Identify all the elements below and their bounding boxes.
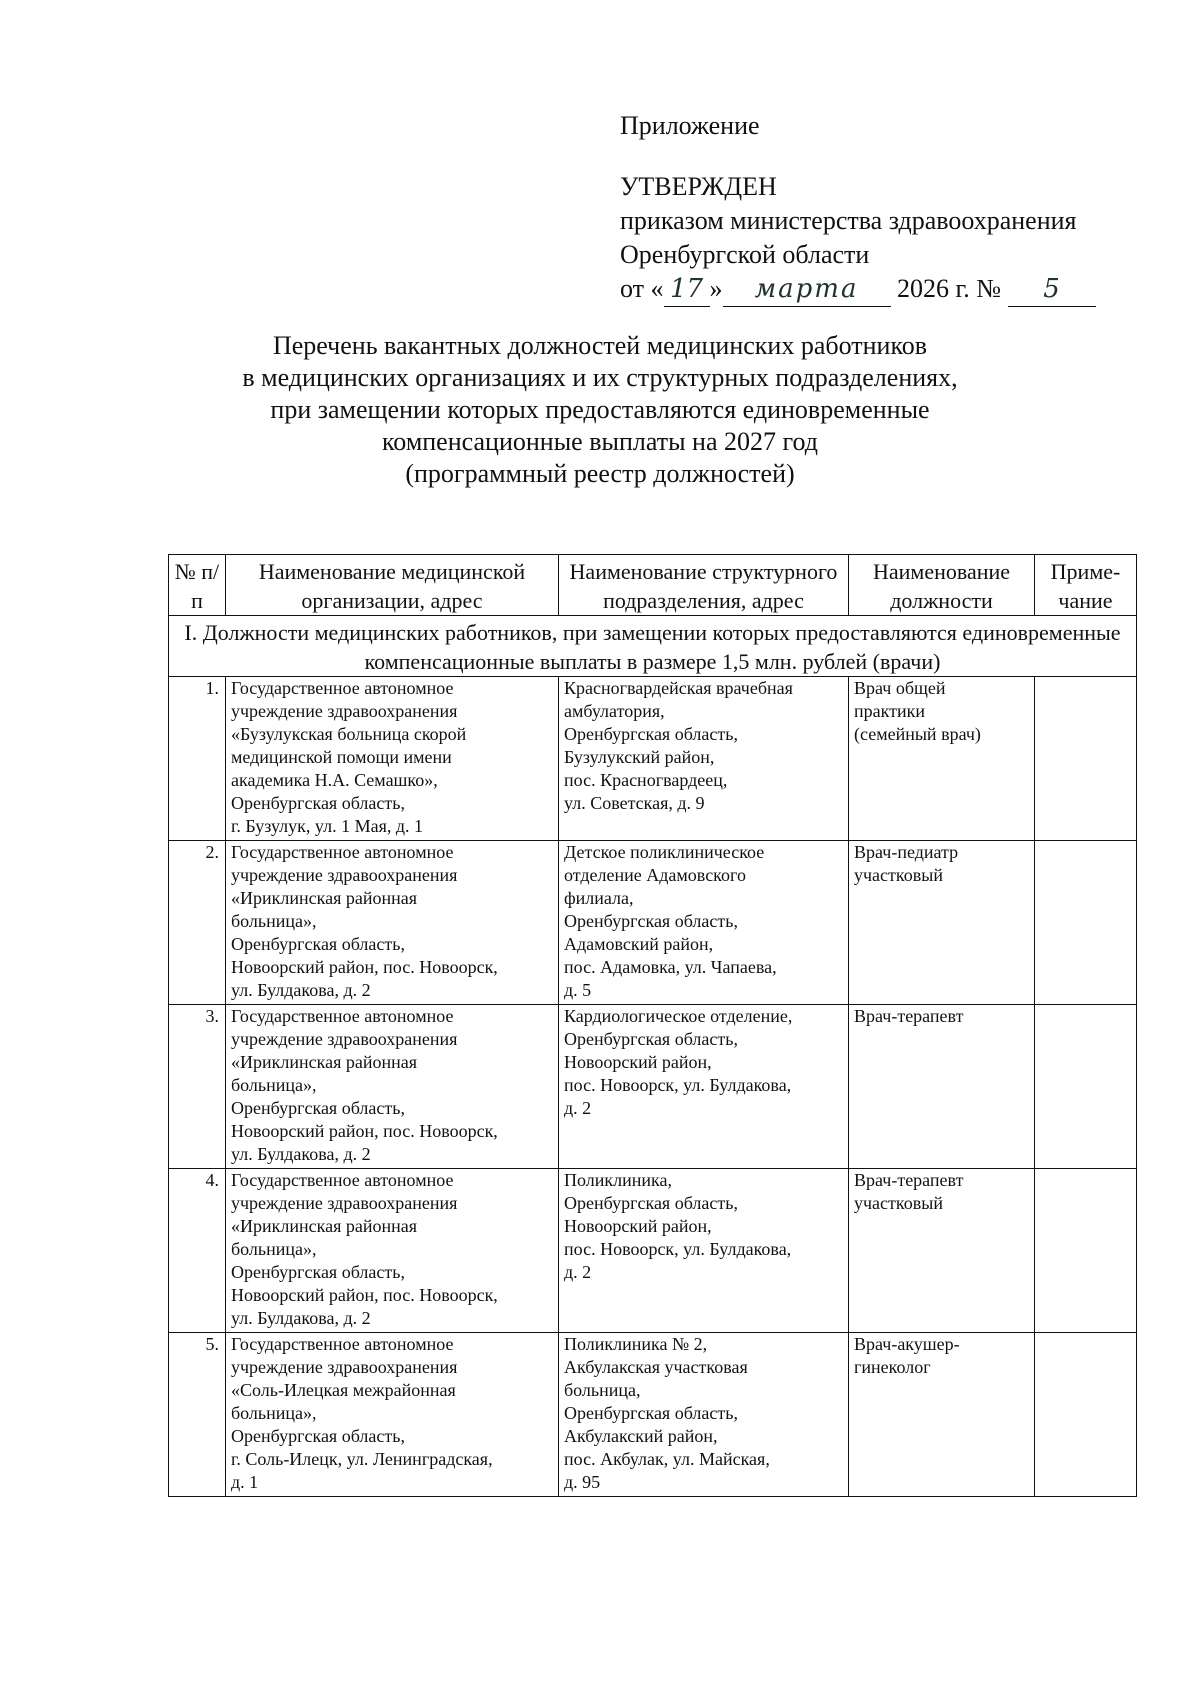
title-line: компенсационные выплаты на 2027 год xyxy=(382,427,818,456)
table-row xyxy=(169,677,1137,841)
row-subdivision-line: пос. Акбулак, ул. Майская, xyxy=(564,1449,770,1469)
row-subdivision-line: Новоорский район, xyxy=(564,1216,712,1236)
date-year: 2026 г. № xyxy=(897,274,1002,303)
approved-label: УТВЕРЖДЕН xyxy=(620,172,777,201)
row-organization-line: Государственное автономное xyxy=(231,678,454,698)
row-number: 4. xyxy=(169,1169,226,1333)
row-position-line: Врач-терапевт xyxy=(854,1006,964,1026)
row-organization-line: учреждение здравоохранения xyxy=(231,1029,458,1049)
row-organization-line: больница», xyxy=(231,1239,317,1259)
row-organization-line: Государственное автономное xyxy=(231,842,454,862)
row-number: 2. xyxy=(169,841,226,1005)
row-subdivision-line: д. 2 xyxy=(564,1262,592,1282)
row-organization-line: Новоорский район, пос. Новоорск, xyxy=(231,957,498,977)
order-line-1: приказом министерства здравоохранения xyxy=(620,206,1077,235)
row-organization-line: больница», xyxy=(231,1075,317,1095)
row-organization-line: Новоорский район, пос. Новоорск, xyxy=(231,1285,498,1305)
row-subdivision-line: Оренбургская область, xyxy=(564,1403,738,1423)
row-subdivision-line: Оренбургская область, xyxy=(564,1029,738,1049)
row-organization xyxy=(226,1169,559,1333)
row-organization-line: «Бузулукская больница скорой xyxy=(231,724,467,744)
row-organization-line: ул. Булдакова, д. 2 xyxy=(231,980,371,1000)
row-position-line: Врач общей xyxy=(854,678,946,698)
row-subdivision xyxy=(559,1169,849,1333)
row-number: 5. xyxy=(169,1333,226,1497)
date-quote-close: » xyxy=(709,274,723,303)
row-organization-line: «Ириклинская районная xyxy=(231,1052,418,1072)
row-subdivision-line: Оренбургская область, xyxy=(564,911,738,931)
row-subdivision-line: пос. Красногвардеец, xyxy=(564,770,728,790)
row-subdivision-line: Поликлиника № 2, xyxy=(564,1334,708,1354)
table-row xyxy=(169,1333,1137,1497)
row-organization-line: больница», xyxy=(231,1403,317,1423)
row-subdivision-line: Адамовский район, xyxy=(564,934,714,954)
positions-table xyxy=(168,554,1137,1497)
row-subdivision-line: Поликлиника, xyxy=(564,1170,672,1190)
row-organization-line: учреждение здравоохранения xyxy=(231,701,458,721)
row-subdivision-line: Детское поликлиническое xyxy=(564,842,765,862)
date-prefix: от « xyxy=(620,274,664,303)
row-organization-line: г. Бузулук, ул. 1 Мая, д. 1 xyxy=(231,816,424,836)
row-subdivision-line: отделение Адамовского xyxy=(564,865,746,885)
row-subdivision-line: амбулатория, xyxy=(564,701,665,721)
row-subdivision-line: Оренбургская область, xyxy=(564,724,738,744)
row-position xyxy=(849,1005,1035,1169)
row-organization-line: д. 1 xyxy=(231,1472,259,1492)
title-line: при замещении которых предоставляются единовременные xyxy=(270,395,930,424)
row-position-line: (семейный врач) xyxy=(854,724,981,744)
title-line: в медицинских организациях и их структурных подразделениях, xyxy=(242,363,958,392)
row-subdivision xyxy=(559,677,849,841)
row-number: 1. xyxy=(169,677,226,841)
row-position-line: участковый xyxy=(854,1193,943,1213)
row-organization-line: г. Соль-Илецк, ул. Ленинградская, xyxy=(231,1449,493,1469)
row-position xyxy=(849,677,1035,841)
row-organization-line: ул. Булдакова, д. 2 xyxy=(231,1144,371,1164)
row-subdivision xyxy=(559,1333,849,1497)
row-subdivision-line: Акбулакский район, xyxy=(564,1426,718,1446)
table-row xyxy=(169,1169,1137,1333)
row-position-line: гинеколог xyxy=(854,1357,931,1377)
row-subdivision-line: Новоорский район, xyxy=(564,1052,712,1072)
row-organization-line: Оренбургская область, xyxy=(231,1426,405,1446)
row-subdivision-line: Акбулакская участковая xyxy=(564,1357,748,1377)
row-subdivision-line: д. 2 xyxy=(564,1098,592,1118)
row-subdivision-line: пос. Новоорск, ул. Булдакова, xyxy=(564,1075,792,1095)
row-organization-line: «Соль-Илецкая межрайонная xyxy=(231,1380,456,1400)
date-month-handwritten: марта xyxy=(723,272,891,307)
approval-block xyxy=(620,170,1096,307)
section-row xyxy=(169,616,1137,677)
header-organization: Наименование медицинской организации, адрес xyxy=(226,555,559,616)
header-subdivision: Наименование структурного подразделения, адрес xyxy=(559,555,849,616)
row-position-line: практики xyxy=(854,701,926,721)
row-subdivision-line: д. 95 xyxy=(564,1472,601,1492)
row-note xyxy=(1035,677,1137,841)
row-organization-line: Государственное автономное xyxy=(231,1334,454,1354)
row-subdivision-line: больница, xyxy=(564,1380,641,1400)
row-organization-line: Государственное автономное xyxy=(231,1006,454,1026)
row-organization-line: «Ириклинская районная xyxy=(231,888,418,908)
row-organization xyxy=(226,1005,559,1169)
row-position xyxy=(849,1169,1035,1333)
row-subdivision xyxy=(559,841,849,1005)
row-number: 3. xyxy=(169,1005,226,1169)
table-row xyxy=(169,841,1137,1005)
section-heading: I. Должности медицинских работников, при замещении которых предоставляются единовременные компенсационные выплаты в размере 1,5 млн. рублей (врачи) xyxy=(169,616,1137,677)
date-day-handwritten: 17 xyxy=(664,272,710,307)
row-position-line: Врач-педиатр xyxy=(854,842,959,862)
row-note xyxy=(1035,1005,1137,1169)
row-organization xyxy=(226,677,559,841)
header-note: Приме- чание xyxy=(1035,555,1137,616)
row-position-line: Врач-терапевт xyxy=(854,1170,964,1190)
row-subdivision xyxy=(559,1005,849,1169)
row-organization-line: Новоорский район, пос. Новоорск, xyxy=(231,1121,498,1141)
order-number-handwritten: 5 xyxy=(1008,272,1096,307)
row-subdivision-line: Оренбургская область, xyxy=(564,1193,738,1213)
title-line: (программный реестр должностей) xyxy=(405,459,795,488)
row-position xyxy=(849,841,1035,1005)
header-position: Наименование должности xyxy=(849,555,1035,616)
row-position xyxy=(849,1333,1035,1497)
order-date-line xyxy=(620,272,1096,307)
row-organization-line: Государственное автономное xyxy=(231,1170,454,1190)
order-line-2: Оренбургской области xyxy=(620,240,870,269)
row-organization-line: медицинской помощи имени xyxy=(231,747,452,767)
row-subdivision-line: пос. Новоорск, ул. Булдакова, xyxy=(564,1239,792,1259)
row-subdivision-line: пос. Адамовка, ул. Чапаева, xyxy=(564,957,777,977)
row-organization-line: учреждение здравоохранения xyxy=(231,865,458,885)
row-note xyxy=(1035,1169,1137,1333)
row-subdivision-line: д. 5 xyxy=(564,980,592,1000)
row-subdivision-line: Бузулукский район, xyxy=(564,747,715,767)
row-organization-line: Оренбургская область, xyxy=(231,1262,405,1282)
appendix-label: Приложение xyxy=(620,111,760,140)
row-organization-line: больница», xyxy=(231,911,317,931)
title-line: Перечень вакантных должностей медицинских работников xyxy=(272,331,928,360)
row-subdivision-line: филиала, xyxy=(564,888,634,908)
table-row xyxy=(169,1005,1137,1169)
row-subdivision-line: Красногвардейская врачебная xyxy=(564,678,793,698)
row-organization-line: Оренбургская область, xyxy=(231,934,405,954)
table-header-row xyxy=(169,555,1137,616)
document-title xyxy=(150,330,1050,490)
row-organization-line: академика Н.А. Семашко», xyxy=(231,770,438,790)
row-position-line: участковый xyxy=(854,865,943,885)
row-subdivision-line: ул. Советская, д. 9 xyxy=(564,793,705,813)
row-organization-line: «Ириклинская районная xyxy=(231,1216,418,1236)
row-position-line: Врач-акушер- xyxy=(854,1334,960,1354)
row-note xyxy=(1035,1333,1137,1497)
row-note xyxy=(1035,841,1137,1005)
row-organization-line: ул. Булдакова, д. 2 xyxy=(231,1308,371,1328)
row-subdivision-line: Кардиологическое отделение, xyxy=(564,1006,793,1026)
row-organization-line: Оренбургская область, xyxy=(231,793,405,813)
header-num: № п/п xyxy=(169,555,226,616)
row-organization xyxy=(226,841,559,1005)
row-organization xyxy=(226,1333,559,1497)
row-organization-line: учреждение здравоохранения xyxy=(231,1193,458,1213)
row-organization-line: Оренбургская область, xyxy=(231,1098,405,1118)
row-organization-line: учреждение здравоохранения xyxy=(231,1357,458,1377)
